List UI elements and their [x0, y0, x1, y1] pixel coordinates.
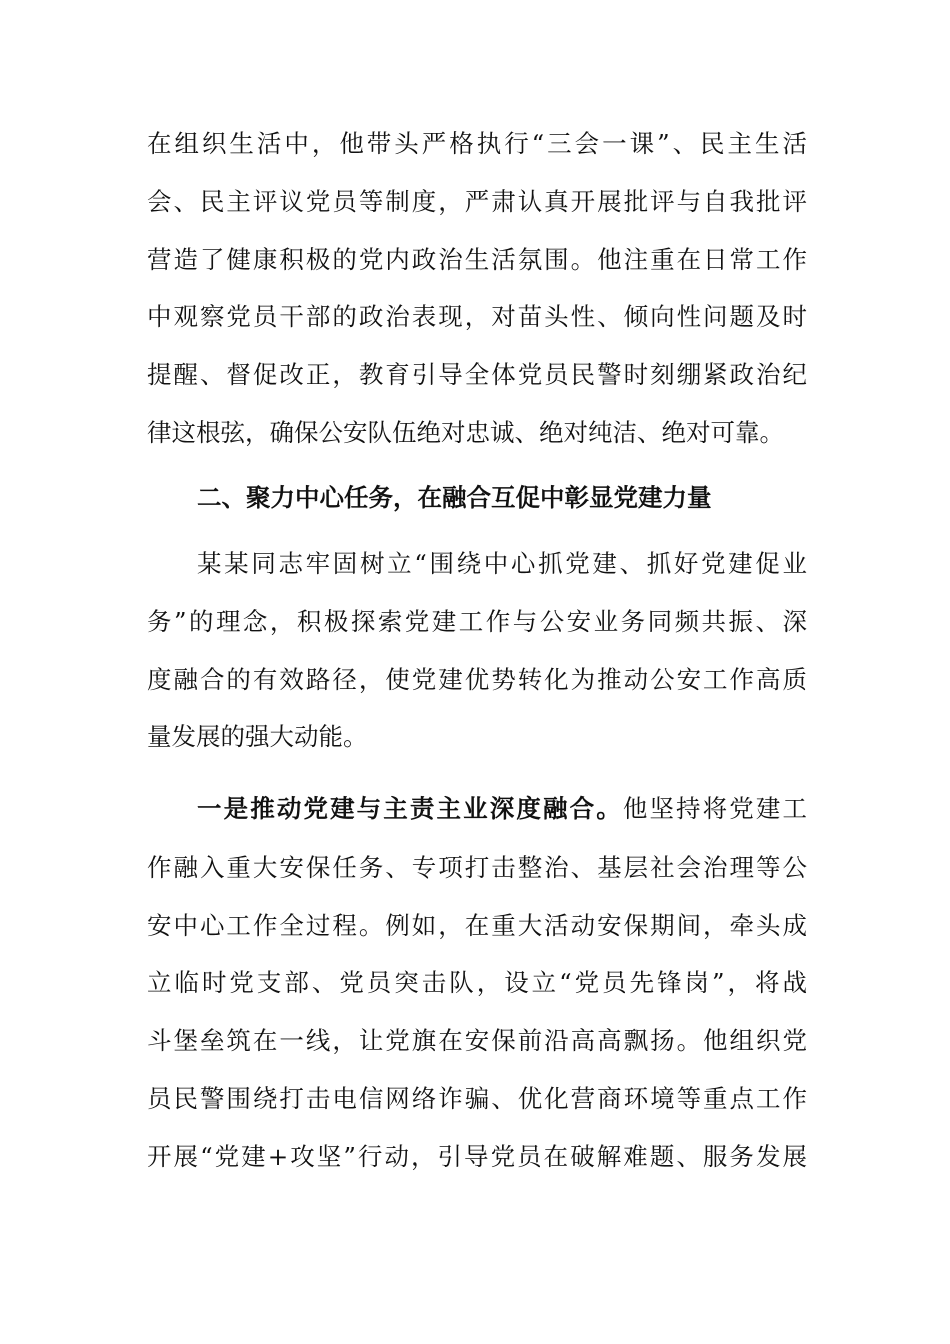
paragraph3-line-6: 员民警围绕打击电信网络诈骗、优化营商环境等重点工作	[147, 1084, 807, 1113]
paragraph1-line-3: 营造了健康积极的党内政治生活氛围。他注重在日常工作	[147, 245, 807, 274]
paragraph3-line-5: 斗堡垒筑在一线，让党旗在安保前沿高高飘扬。他组织党	[147, 1026, 807, 1055]
paragraph1-line-5: 提醒、督促改正，教育引导全体党员民警时刻绷紧政治纪	[147, 360, 807, 389]
section-heading: 二、聚力中心任务，在融合互促中彰显党建力量	[197, 483, 712, 512]
paragraph3-line-1	[197, 792, 807, 826]
paragraph1-line-1: 在组织生活中，他带头严格执行“三会一课”、民主生活	[147, 129, 807, 158]
paragraph3-lead-rest: 他坚持将党建工	[622, 794, 808, 823]
paragraph3-line-2: 作融入重大安保任务、专项打击整治、基层社会治理等公	[147, 853, 807, 882]
paragraph1-line-4: 中观察党员干部的政治表现，对苗头性、倾向性问题及时	[147, 302, 807, 331]
paragraph2-line-2: 务”的理念，积极探索党建工作与公安业务同频共振、深	[147, 607, 807, 636]
paragraph2-line-4: 量发展的强大动能。	[147, 722, 368, 751]
paragraph3-lead-bold: 一是推动党建与主责主业深度融合。	[197, 794, 623, 823]
paragraph2-line-1: 某某同志牢固树立“围绕中心抓党建、抓好党建促业	[197, 549, 807, 578]
paragraph3-line-4: 立临时党支部、党员突击队，设立“党员先锋岗”，将战	[147, 968, 807, 997]
paragraph3-line-7: 开展“党建+攻坚”行动，引导党员在破解难题、服务发展	[147, 1142, 807, 1171]
paragraph3-line-3: 安中心工作全过程。例如，在重大活动安保期间，牵头成	[147, 911, 807, 940]
paragraph2-line-3: 度融合的有效路径，使党建优势转化为推动公安工作高质	[147, 665, 807, 694]
paragraph1-line-2: 会、民主评议党员等制度，严肃认真开展批评与自我批评	[147, 187, 807, 216]
paragraph1-line-6: 律这根弦，确保公安队伍绝对忠诚、绝对纯洁、绝对可靠。	[147, 418, 784, 447]
